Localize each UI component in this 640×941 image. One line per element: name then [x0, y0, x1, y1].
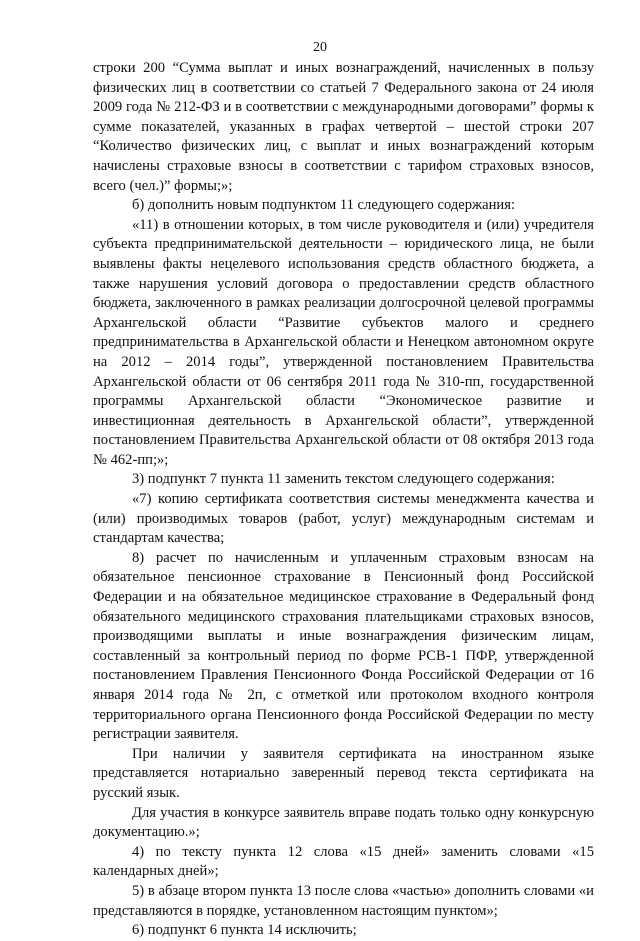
paragraph: «7) копию сертификата соответствия системы менеджмента качества и (или) производимых товаров (работ, услуг) международным системам и стандартам качества;: [93, 491, 594, 547]
paragraph: Для участия в конкурсе заявитель вправе подать только одну конкурсную документацию.»;: [93, 804, 594, 841]
paragraph: 3) подпункт 7 пункта 11 заменить текстом следующего содержания:: [132, 471, 555, 488]
paragraph: б) дополнить новым подпунктом 11 следующего содержания:: [132, 197, 516, 214]
page-number: 20: [313, 40, 327, 55]
document-body: [93, 59, 594, 941]
paragraph: При наличии у заявителя сертификата на иностранном языке представляется нотариально заверенный перевод текста сертификата на русский язык.: [93, 745, 594, 801]
paragraph: 4) по тексту пункта 12 слова «15 дней» заменить словами «15 календарных дней»;: [93, 843, 594, 880]
paragraph: 8) расчет по начисленным и уплаченным страховым взносам на обязательное пенсионное страхование в Пенсионный фонд Российской Федерации и на обязательное медицинское страхование в Федеральный фонд обязательного медицинского страхования плательщиками страховых взносов, производящими выплаты и иные вознаграждения физическим лицам, составленный за контрольный период по форме РСВ-1 ПФР, утвержденной постановлением Правления Пенсионного Фонда Российской Федерации от 16 января 2014 года № 2п, с отметкой или протоколом входного контроля территориального органа Пенсионного фонда Российской Федерации по месту регистрации заявителя.: [93, 549, 594, 743]
paragraph: 5) в абзаце втором пункта 13 после слова «частью» дополнить словами «и представляются в порядке, установленном настоящим пунктом»;: [93, 882, 594, 919]
paragraph: «11) в отношении которых, в том числе руководителя и (или) учредителя субъекта предпринимательской деятельности – юридического лица, не были выявлены факты нецелевого использования средств областного бюджета, а также нарушения условий договора о предоставлении средств областного бюджета, заключенного в рамках реализации долгосрочной целевой программы Архангельской области “Развитие субъектов малого и среднего предпринимательства в Архангельской области и Ненецком автономном округе на 2012 – 2014 годы”, утвержденной постановлением Правительства Архангельской области от 06 сентября 2011 года № 310-пп, государственной программы Архангельской области “Экономическое развитие и инвестиционная деятельность в Архангельской области”, утвержденной постановлением Правительства Архангельской области от 08 октября 2013 года № 462-пп;»;: [93, 216, 594, 468]
paragraph: строки 200 “Сумма выплат и иных вознаграждений, начисленных в пользу физических лиц в соответствии со статьей 7 Федерального закона от 24 июля 2009 года № 212-ФЗ и в соответствии с международными договорами” формы к сумме показателей, указанных в графах четвертой – шестой строки 207 “Количество физических лиц, с выплат и иных вознаграждений которым начислены страховые взносы в соответствии с тарифом страховых взносов, всего (чел.)” формы;»;: [93, 60, 594, 194]
paragraph: 6) подпункт 6 пункта 14 исключить;: [132, 922, 357, 939]
